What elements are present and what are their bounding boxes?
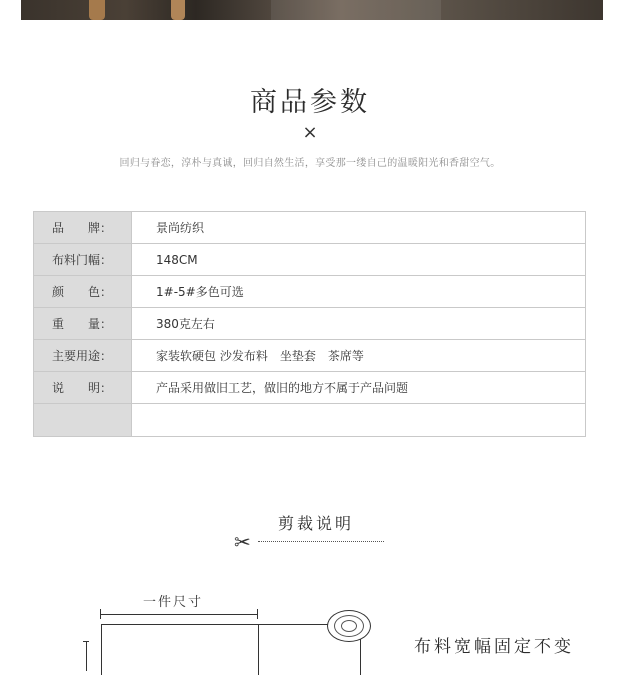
table-row	[34, 244, 586, 276]
param-key: 布料门幅：	[34, 244, 132, 276]
product-photo	[21, 0, 603, 20]
size-label: 一件尺寸	[143, 595, 204, 610]
product-parameter-table	[33, 211, 586, 437]
dotted-cut-line	[258, 541, 384, 542]
section-title: 商品参数	[250, 87, 370, 118]
width-note: 布料宽幅固定不变	[414, 637, 574, 657]
table-row-empty	[34, 404, 586, 437]
table-row	[34, 340, 586, 372]
table-row	[34, 212, 586, 244]
param-value: 148CM	[132, 244, 586, 276]
height-line	[86, 641, 87, 671]
param-value: 景尚纺织	[132, 212, 586, 244]
dimension-line	[101, 614, 257, 615]
table-row	[34, 276, 586, 308]
table-row	[34, 372, 586, 404]
param-value: 家装软硬包 沙发布料 坐垫套 茶席等	[132, 340, 586, 372]
fabric-roll-icon	[327, 610, 371, 642]
tagline: 回归与眷恋，淳朴与真诚，回归自然生活，享受那一缕自己的温暖阳光和香甜空气。	[119, 158, 501, 169]
fabric-diagram	[101, 624, 361, 675]
close-icon: ×	[302, 122, 318, 143]
cut-line	[258, 625, 259, 675]
sofa-leg	[89, 0, 105, 20]
dimension-tick	[257, 609, 258, 619]
param-key: 颜 色：	[34, 276, 132, 308]
param-value: 1#-5#多色可选	[132, 276, 586, 308]
param-key: 主要用途：	[34, 340, 132, 372]
param-key-empty	[34, 404, 132, 437]
sofa-leg	[171, 0, 185, 20]
param-key: 说 明：	[34, 372, 132, 404]
param-value-empty	[132, 404, 586, 437]
fabric-shade	[271, 0, 441, 20]
param-value: 380克左右	[132, 308, 586, 340]
table-row	[34, 308, 586, 340]
param-key: 重 量：	[34, 308, 132, 340]
cutting-title: 剪裁说明	[278, 514, 355, 533]
param-value: 产品采用做旧工艺，做旧的地方不属于产品问题	[132, 372, 586, 404]
param-key: 品 牌：	[34, 212, 132, 244]
scissors-icon: ✂	[234, 530, 251, 554]
